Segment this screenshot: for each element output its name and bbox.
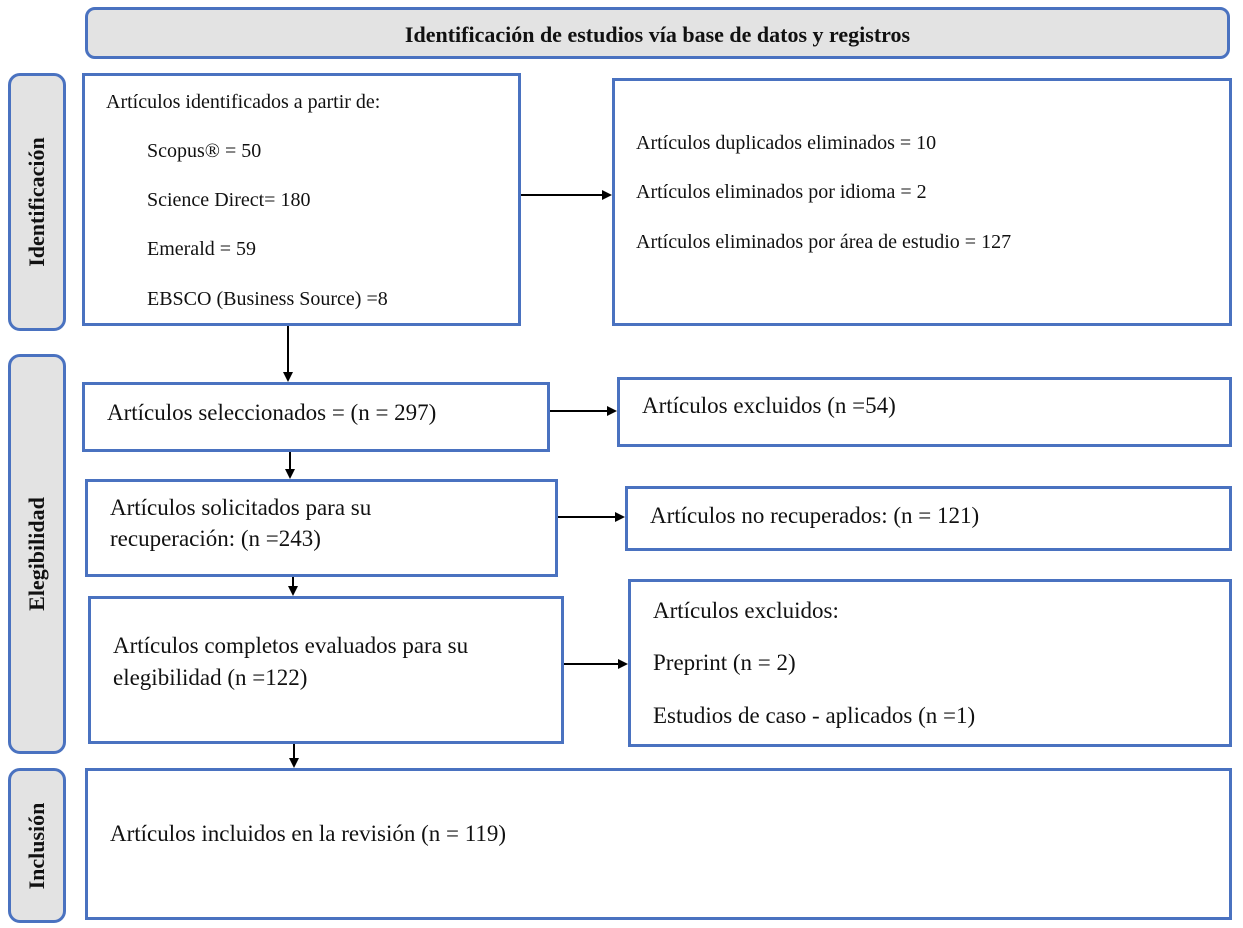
removed-language: Artículos eliminados por idioma = 2 — [636, 181, 927, 203]
excluded-text: Artículos excluidos (n =54) — [642, 393, 896, 418]
stage-identification-label: Identificación — [24, 137, 49, 267]
included-text: Artículos incluidos en la revisión (n = 119) — [110, 821, 507, 846]
header-title: Identificación de estudios vía base de datos y registros — [404, 22, 911, 47]
assessed-line1: Artículos completos evaluados para su — [113, 633, 469, 658]
excluded-reason-case-studies: Estudios de caso - aplicados (n =1) — [653, 703, 976, 728]
removed-duplicates: Artículos duplicados eliminados = 10 — [636, 132, 937, 154]
requested-line1: Artículos solicitados para su — [110, 495, 372, 520]
not-retrieved-text: Artículos no recuperados: (n = 121) — [650, 503, 980, 528]
source-emerald: Emerald = 59 — [147, 238, 257, 260]
removed-study-area: Artículos eliminados por área de estudio = 127 — [636, 231, 1012, 253]
selected-text: Artículos seleccionados = (n = 297) — [107, 400, 437, 425]
identified-title: Artículos identificados a partir de: — [106, 91, 381, 113]
assessed-line2: elegibilidad (n =122) — [113, 665, 308, 690]
source-scopus: Scopus® = 50 — [147, 140, 262, 162]
stage-eligibility-label: Elegibilidad — [24, 497, 49, 611]
requested-line2: recuperación: (n =243) — [110, 526, 321, 551]
source-ebsco: EBSCO (Business Source) =8 — [147, 288, 388, 310]
stage-inclusion-label: Inclusión — [24, 802, 49, 889]
excluded-reason-preprint: Preprint (n = 2) — [653, 650, 796, 675]
excluded-reasons-title: Artículos excluidos: — [653, 598, 839, 623]
source-science-direct: Science Direct= 180 — [147, 189, 311, 211]
